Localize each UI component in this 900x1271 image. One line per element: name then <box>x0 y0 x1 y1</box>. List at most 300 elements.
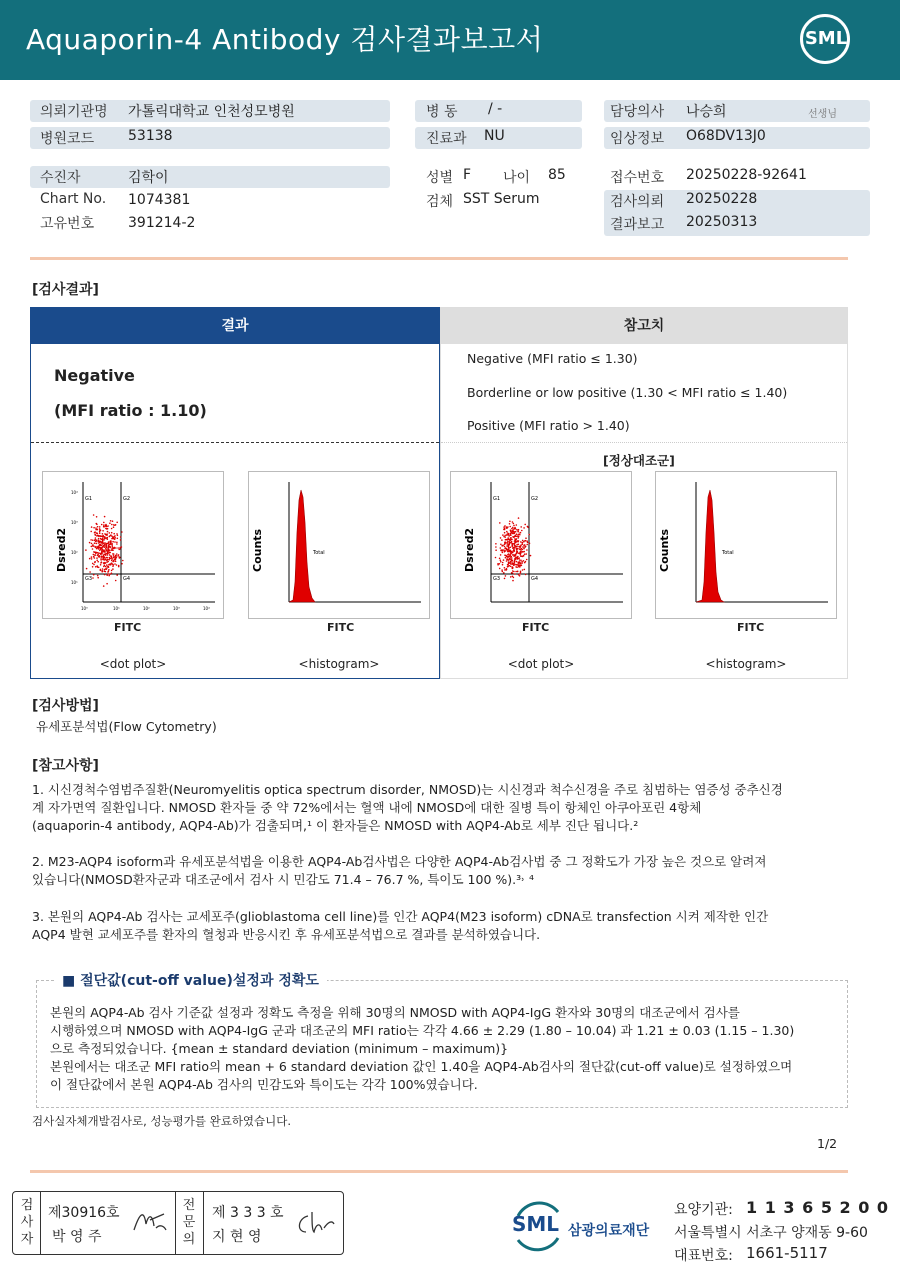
scatter-dot <box>509 544 511 546</box>
scatter-dot <box>523 545 525 547</box>
scatter-dot <box>503 559 505 561</box>
sig-divider-2 <box>175 1192 176 1254</box>
histogram-caption-2: <histogram> <box>705 657 787 671</box>
scatter-dot <box>102 539 104 541</box>
org-address: 서울특별시 서초구 양재동 9-60 <box>674 1225 868 1241</box>
scatter-dot <box>520 541 522 543</box>
scatter-dot <box>114 537 116 539</box>
scatter-dot <box>511 539 513 541</box>
x-axis-label-1: FITC <box>114 621 142 634</box>
scatter-dot <box>516 541 518 543</box>
divider-top <box>30 257 848 260</box>
result-value: Negative <box>54 366 135 385</box>
scatter-dot <box>520 555 522 557</box>
scatter-dot <box>107 537 109 539</box>
scatter-dot <box>510 551 512 553</box>
scatter-dot <box>507 549 509 551</box>
control-dot-plot <box>450 471 632 619</box>
scatter-dot <box>100 541 102 543</box>
scatter-dot <box>497 564 499 566</box>
scatter-dot <box>523 548 525 550</box>
scatter-dot <box>99 531 101 533</box>
x-tick-3: 10³ <box>173 606 180 611</box>
scatter-dot <box>104 538 106 540</box>
scatter-dot <box>107 525 109 527</box>
cutoff-line-4: 본원에서는 대조군 MFI ratio의 mean + 6 standard deviation 값인 1.40을 AQP4-Ab검사의 절단값(cut-off value)로 설정하였으며 <box>50 1059 793 1074</box>
scatter-dot <box>92 566 94 568</box>
scatter-dot <box>95 566 97 568</box>
scatter-dot <box>522 569 524 571</box>
ward-label: 병 동 <box>426 104 458 120</box>
scatter-dot <box>116 533 118 535</box>
scatter-dot <box>108 559 110 561</box>
x-axis-label-3: FITC <box>522 621 550 634</box>
scatter-dot <box>501 550 503 552</box>
sig-divider-1 <box>40 1192 41 1254</box>
chart-label: Chart No. <box>40 191 107 207</box>
scatter-dot <box>89 558 91 560</box>
scatter-dot <box>114 560 116 562</box>
scatter-dot <box>107 538 109 540</box>
report-title: Aquaporin-4 Antibody 검사결과보고서 <box>26 23 544 56</box>
note-1-line-1: 1. 시신경척수염범주질환(Neuromyelitis optica spectrum disorder, NMOSD)는 시신경과 척수신경을 주로 침범하는 염증성 중추신경 <box>32 782 783 797</box>
scatter-dot <box>105 568 107 570</box>
scatter-dot <box>97 535 99 537</box>
scatter-dot <box>111 572 113 574</box>
scatter-dot <box>514 560 516 562</box>
scatter-dot <box>113 526 115 528</box>
org-name: 삼광의료재단 <box>568 1223 650 1239</box>
dot-plot-caption-2: <dot plot> <box>507 657 575 671</box>
scatter-dot <box>515 571 517 573</box>
scatter-dot <box>118 565 120 567</box>
scatter-dot <box>520 560 522 562</box>
scatter-dot <box>92 577 94 579</box>
sml-logo-text: SML <box>804 28 848 49</box>
scatter-dot <box>117 547 119 549</box>
scatter-dot <box>515 557 517 559</box>
scatter-dot <box>524 524 526 526</box>
scatter-dot <box>521 530 523 532</box>
scatter-dot <box>95 527 97 529</box>
scatter-dot <box>97 575 99 577</box>
scatter-dot <box>92 539 94 541</box>
scatter-dot <box>510 558 512 560</box>
y-tick-3: 10³ <box>71 520 78 525</box>
examiner-signature-icon <box>130 1206 170 1236</box>
scatter-dot <box>510 537 512 539</box>
scatter-dot <box>495 557 497 559</box>
quadrant-g2: G2 <box>531 496 539 502</box>
scatter-dot <box>519 563 521 565</box>
scatter-dot <box>102 533 104 535</box>
scatter-dot <box>512 554 514 556</box>
dot-plot-caption-1: <dot plot> <box>99 657 167 671</box>
specialist-label: 전문의 <box>182 1198 196 1247</box>
reference-borderline: Borderline or low positive (1.30 < MFI ratio ≤ 1.40) <box>467 385 788 400</box>
scatter-dot <box>500 544 502 546</box>
scatter-dot <box>105 553 107 555</box>
scatter-dot <box>507 554 509 556</box>
scatter-dot <box>107 573 109 575</box>
scatter-dot <box>121 563 123 565</box>
y-axis-label: Counts <box>658 528 671 572</box>
patient-dot-plot <box>42 471 224 619</box>
scatter-dot <box>113 538 115 540</box>
scatter-dot <box>99 535 101 537</box>
y-tick-4: 10⁴ <box>71 490 78 495</box>
scatter-dot <box>517 551 519 553</box>
hospital-value: 가톨릭대학교 인천성모병원 <box>128 104 295 120</box>
scatter-dot <box>101 536 103 538</box>
scatter-dot <box>93 527 95 529</box>
scatter-dot <box>514 555 516 557</box>
scatter-dot <box>495 543 497 545</box>
cutoff-line-5: 이 절단값에서 본원 AQP4-Ab 검사의 민감도와 특이도는 각각 100%였습니다. <box>50 1077 478 1092</box>
scatter-dot <box>522 551 524 553</box>
scatter-dot <box>119 557 121 559</box>
scatter-dot <box>98 548 100 550</box>
scatter-dot <box>94 562 96 564</box>
quadrant-g1: G1 <box>85 496 93 502</box>
scatter-dot <box>522 542 524 544</box>
scatter-dot <box>111 545 113 547</box>
org-code-label: 요양기관: <box>674 1202 733 1218</box>
scatter-dot <box>89 571 91 573</box>
scatter-dot <box>106 557 108 559</box>
scatter-dot <box>510 534 512 536</box>
scatter-dot <box>519 534 521 536</box>
scatter-dot <box>100 570 102 572</box>
scatter-dot <box>523 527 525 529</box>
reference-negative: Negative (MFI ratio ≤ 1.30) <box>467 351 638 366</box>
scatter-dot <box>518 574 520 576</box>
scatter-dot <box>517 571 519 573</box>
scatter-dot <box>509 539 511 541</box>
scatter-dot <box>115 559 117 561</box>
scatter-dot <box>507 557 509 559</box>
scatter-dot <box>101 551 103 553</box>
scatter-dot <box>95 541 97 543</box>
scatter-dot <box>518 552 520 554</box>
scatter-dot <box>516 561 518 563</box>
scatter-dot <box>521 562 523 564</box>
scatter-dot <box>112 549 114 551</box>
scatter-dot <box>107 571 109 573</box>
scatter-dot <box>89 542 91 544</box>
info-bar-patient <box>30 166 390 188</box>
scatter-dot <box>512 560 514 562</box>
scatter-dot <box>94 531 96 533</box>
scatter-dot <box>508 534 510 536</box>
dept-value: NU <box>484 128 505 144</box>
footer-note: 검사실자체개발검사로, 성능평가를 완료하였습니다. <box>32 1114 292 1128</box>
chart-value: 1074381 <box>128 192 191 208</box>
scatter-dot <box>114 557 116 559</box>
examiner-number: 제30916호 <box>48 1205 120 1221</box>
notes-title: [참고사항] <box>32 758 99 774</box>
age-value: 85 <box>548 167 566 183</box>
scatter-dot <box>93 556 95 558</box>
scatter-dot <box>511 572 513 574</box>
result-mfi: (MFI ratio : 1.10) <box>54 401 207 420</box>
scatter-dot <box>524 553 526 555</box>
scatter-dot <box>528 534 530 536</box>
scatter-dot <box>527 527 529 529</box>
scatter-dot <box>121 531 123 533</box>
scatter-dot <box>91 558 93 560</box>
scatter-dot <box>104 565 106 567</box>
scatter-dot <box>111 560 113 562</box>
y-axis-label: Dsred2 <box>55 527 68 572</box>
scatter-dot <box>504 535 506 537</box>
scatter-dot <box>96 557 98 559</box>
scatter-dot <box>500 559 502 561</box>
scatter-dot <box>506 527 508 529</box>
note-3-line-2: AQP4 발현 교세포주를 환자의 혈청과 반응시킨 후 유세포분석법으로 결과를 분석하였습니다. <box>32 927 541 942</box>
scatter-dot <box>102 541 104 543</box>
scatter-dot <box>510 547 512 549</box>
scatter-dot <box>516 552 518 554</box>
quadrant-g1: G1 <box>493 496 501 502</box>
scatter-dot <box>519 559 521 561</box>
scatter-dot <box>511 561 513 563</box>
scatter-dot <box>93 514 95 516</box>
scatter-dot <box>516 529 518 531</box>
request-value: 20250228 <box>686 191 758 207</box>
scatter-dot <box>91 543 93 545</box>
scatter-dot <box>504 528 506 530</box>
scatter-dot <box>514 536 516 538</box>
y-axis-label: Dsred2 <box>463 527 476 572</box>
scatter-dot <box>122 560 124 562</box>
scatter-dot <box>111 543 113 545</box>
scatter-dot <box>505 557 507 559</box>
scatter-dot <box>511 528 513 530</box>
scatter-dot <box>504 554 506 556</box>
scatter-dot <box>103 545 105 547</box>
scatter-dot <box>100 538 102 540</box>
scatter-dot <box>110 542 112 544</box>
scatter-dot <box>505 550 507 552</box>
scatter-dot <box>504 536 506 538</box>
scatter-dot <box>506 534 508 536</box>
scatter-dot <box>97 561 99 563</box>
org-logo-text: SML <box>512 1212 560 1236</box>
scatter-dot <box>105 525 107 527</box>
histogram-peak <box>696 490 724 602</box>
scatter-dot <box>90 531 92 533</box>
x-tick-0: 10⁰ <box>81 606 88 611</box>
scatter-dot <box>106 550 108 552</box>
quadrant-g4: G4 <box>531 576 539 582</box>
scatter-dot <box>513 547 515 549</box>
uid-value: 391214-2 <box>128 215 196 231</box>
doctor-value: 나승희 <box>686 104 727 120</box>
patient-label: 수진자 <box>40 170 81 186</box>
scatter-dot <box>111 548 113 550</box>
scatter-dot <box>91 556 93 558</box>
scatter-dot <box>509 523 511 525</box>
scatter-dot <box>512 563 514 565</box>
clinical-value: O68DV13J0 <box>686 128 766 144</box>
sex-value: F <box>463 167 472 183</box>
scatter-dot <box>517 541 519 543</box>
scatter-dot <box>120 539 122 541</box>
scatter-dot <box>96 560 98 562</box>
specimen-label: 검체 <box>426 194 454 210</box>
scatter-dot <box>116 522 118 524</box>
sex-label: 성별 <box>426 170 454 186</box>
scatter-dot <box>97 529 99 531</box>
cutoff-title: ■ 절단값(cut-off value)설정과 정확도 <box>54 970 327 990</box>
scatter-dot <box>512 576 514 578</box>
scatter-dot <box>512 580 514 582</box>
scatter-dot <box>92 563 94 565</box>
report-label: 결과보고 <box>610 217 665 233</box>
scatter-dot <box>508 559 510 561</box>
scatter-dot <box>115 556 117 558</box>
note-2-line-1: 2. M23-AQP4 isoform과 유세포분석법을 이용한 AQP4-Ab검사법은 다양한 AQP4-Ab검사법 중 그 정확도가 가장 높은 것으로 알려져 <box>32 854 767 869</box>
scatter-dot <box>517 558 519 560</box>
scatter-dot <box>520 544 522 546</box>
reference-positive: Positive (MFI ratio > 1.40) <box>467 418 630 433</box>
reference-divider <box>441 442 847 443</box>
org-phone: 1661-5117 <box>746 1244 828 1262</box>
clinical-label: 임상정보 <box>610 131 665 147</box>
scatter-dot <box>515 558 517 560</box>
scatter-dot <box>514 550 516 552</box>
specialist-number: 제 3 3 3 호 <box>212 1205 284 1221</box>
scatter-dot <box>526 553 528 555</box>
control-histogram <box>655 471 837 619</box>
scatter-dot <box>111 528 113 530</box>
scatter-dot <box>97 526 99 528</box>
note-1-line-2: 계 자가면역 질환입니다. NMOSD 환자들 중 약 72%에서는 혈액 내에 NMOSD에 대한 질병 특이 항체인 아쿠아포린 4항체 <box>32 800 702 815</box>
scatter-dot <box>107 548 109 550</box>
scatter-dot <box>113 533 115 535</box>
scatter-dot <box>100 548 102 550</box>
scatter-dot <box>513 523 515 525</box>
x-axis-label-2: FITC <box>327 621 355 634</box>
doctor-label: 담당의사 <box>610 104 665 120</box>
scatter-dot <box>85 549 87 551</box>
patient-histogram <box>248 471 430 619</box>
scatter-dot <box>522 546 524 548</box>
uid-label: 고유번호 <box>40 216 95 232</box>
scatter-dot <box>98 555 100 557</box>
scatter-dot <box>95 546 97 548</box>
note-2-line-2: 있습니다(NMOSD환자군과 대조군에서 검사 시 민감도 71.4 – 76.7 %, 특이도 100 %).³˒ ⁴ <box>32 872 534 887</box>
scatter-dot <box>504 532 506 534</box>
scatter-dot <box>111 532 113 534</box>
scatter-dot <box>515 531 517 533</box>
scatter-dot <box>92 545 94 547</box>
scatter-dot <box>120 536 122 538</box>
scatter-dot <box>509 526 511 528</box>
scatter-dot <box>102 530 104 532</box>
scatter-dot <box>519 546 521 548</box>
scatter-dot <box>110 540 112 542</box>
scatter-dot <box>502 552 504 554</box>
divider-bottom <box>30 1170 848 1173</box>
dot-cloud <box>495 517 532 581</box>
scatter-dot <box>512 545 514 547</box>
scatter-dot <box>115 580 117 582</box>
y-axis-label: Counts <box>251 528 264 572</box>
scatter-dot <box>505 539 507 541</box>
scatter-dot <box>504 546 506 548</box>
scatter-dot <box>113 557 115 559</box>
scatter-dot <box>526 540 528 542</box>
scatter-dot <box>507 566 509 568</box>
scatter-dot <box>94 542 96 544</box>
scatter-dot <box>101 524 103 526</box>
scatter-dot <box>505 541 507 543</box>
scatter-dot <box>103 585 105 587</box>
scatter-dot <box>104 551 106 553</box>
scatter-dot <box>98 538 100 540</box>
scatter-dot <box>109 557 111 559</box>
scatter-dot <box>509 554 511 556</box>
scatter-dot <box>96 552 98 554</box>
scatter-dot <box>514 527 516 529</box>
specimen-value: SST Serum <box>463 191 540 207</box>
code-label: 병원코드 <box>40 131 95 147</box>
scatter-dot <box>107 554 109 556</box>
scatter-dot <box>97 577 99 579</box>
total-label: Total <box>722 550 734 556</box>
scatter-dot <box>109 552 111 554</box>
scatter-dot <box>525 537 527 539</box>
scatter-dot <box>505 575 507 577</box>
scatter-dot <box>90 539 92 541</box>
scatter-dot <box>513 531 515 533</box>
scatter-dot <box>503 549 505 551</box>
scatter-dot <box>516 546 518 548</box>
scatter-dot <box>511 530 513 532</box>
scatter-dot <box>98 541 100 543</box>
scatter-dot <box>513 525 515 527</box>
x-tick-2: 10² <box>143 606 150 611</box>
scatter-dot <box>116 574 118 576</box>
scatter-dot <box>512 536 514 538</box>
scatter-dot <box>116 553 118 555</box>
scatter-dot <box>108 566 110 568</box>
scatter-dot <box>99 532 101 534</box>
scatter-dot <box>523 560 525 562</box>
scatter-dot <box>114 547 116 549</box>
scatter-dot <box>96 543 98 545</box>
scatter-dot <box>103 526 105 528</box>
doctor-suffix: 선생님 <box>808 109 837 120</box>
page-number: 1/2 <box>817 1136 838 1151</box>
scatter-dot <box>524 562 526 564</box>
scatter-dot <box>93 574 95 576</box>
scatter-dot <box>517 548 519 550</box>
scatter-dot <box>518 529 520 531</box>
dept-label: 진료과 <box>426 131 467 147</box>
quadrant-g3: G3 <box>493 576 501 582</box>
scatter-dot <box>523 541 525 543</box>
scatter-dot <box>495 549 497 551</box>
ward-value: / - <box>488 101 503 117</box>
specialist-signature-icon <box>294 1208 338 1238</box>
scatter-dot <box>499 558 501 560</box>
scatter-dot <box>503 572 505 574</box>
scatter-dot <box>518 536 520 538</box>
scatter-dot <box>105 534 107 536</box>
